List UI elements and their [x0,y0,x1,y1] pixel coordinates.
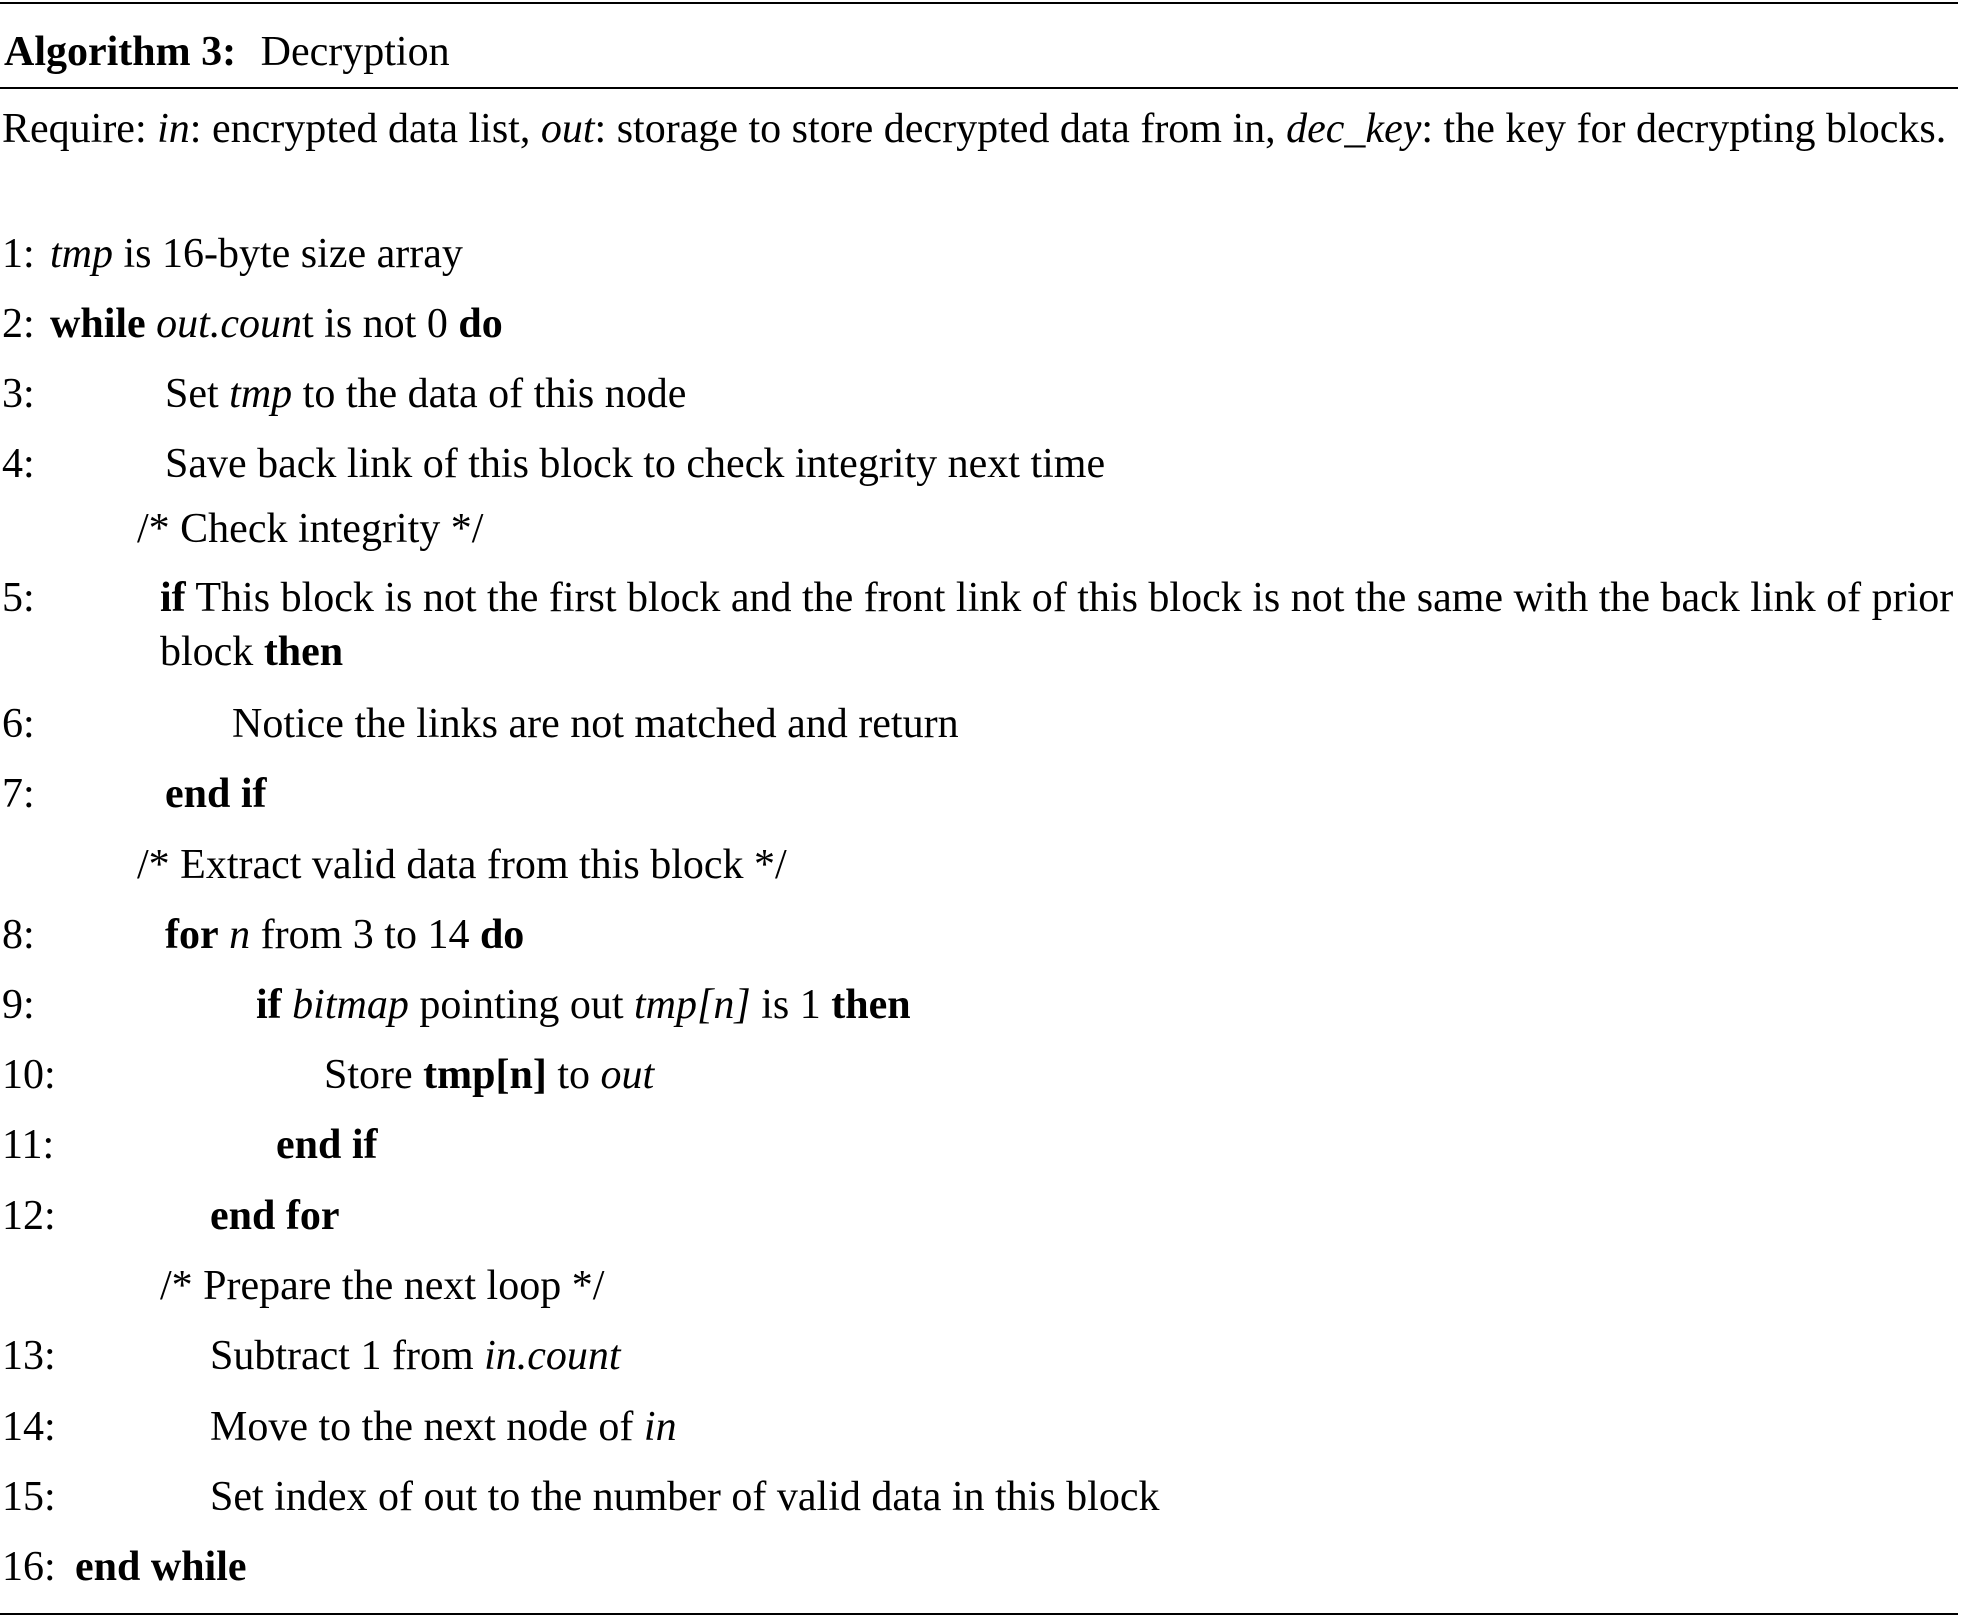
bottom-rule [0,1613,1958,1615]
keyword-then: then [263,629,344,675]
line-number: 10: [2,1052,56,1098]
var-in-count: in.count [484,1333,621,1379]
var-bitmap: bitmap [292,982,409,1028]
line-code: Notice the links are not matched and return [232,701,959,747]
line-text: t is not 0 [301,301,459,347]
require-prefix: Require: [2,106,158,152]
keyword-while: while [50,301,146,347]
line-number: 13: [2,1333,56,1379]
line-number: 7: [2,771,35,817]
line-number: 14: [2,1404,56,1450]
var-tmp: tmp [50,231,113,277]
keyword-end-for: end for [210,1193,340,1239]
var-in: in [643,1404,677,1450]
line-code: Set index of out to the number of valid data in this block [210,1474,1160,1520]
top-rule [0,2,1958,4]
keyword-then: then [831,982,911,1028]
require-line [2,102,1958,156]
line-number: 5: [2,575,35,621]
line-number: 6: [2,701,35,747]
require-out-desc: : storage to store decrypted data from in, [594,106,1287,152]
header-rule [0,87,1958,89]
line-code [210,1400,1958,1454]
keyword-if: if [160,575,186,621]
comment-text: /* Prepare the next loop */ [160,1263,605,1309]
line-number: 4: [2,441,35,487]
line-text: to the data of this node [292,371,687,417]
keyword-for: for [165,912,219,958]
line-text: pointing out [408,982,635,1028]
line-text: Store [324,1052,424,1098]
algorithm-name: Decryption [260,29,450,75]
keyword-do: do [479,912,525,958]
line-code [210,1329,1958,1383]
line-text: from 3 to 14 [250,912,480,958]
keyword-end-while: end while [75,1544,247,1590]
line-text: is 1 [750,982,832,1028]
require-in-var: in [157,106,190,152]
keyword-end-if: end if [165,771,267,817]
line-number: 3: [2,371,35,417]
line-number: 11: [2,1122,55,1168]
line-text: to [546,1052,601,1098]
keyword-if: if [256,982,282,1028]
line-text: Set [165,371,230,417]
var-n: n [229,912,251,958]
line-code [50,297,1958,351]
line-number: 9: [2,982,35,1028]
var-out: out [600,1052,655,1098]
require-out-var: out [540,106,595,152]
line-code [50,227,1958,281]
line-number: 2: [2,301,35,347]
line-text: This block is not the first block and the front link of this block is not the same with the back link of prior block [160,575,1954,675]
line-code: Save back link of this block to check integrity next time [165,441,1106,487]
line-number: 1: [2,231,35,277]
var-tmp-n: tmp[n] [634,982,751,1028]
line-number: 16: [2,1544,56,1590]
keyword-do: do [458,301,503,347]
comment-text: /* Check integrity */ [137,506,484,552]
line-number: 8: [2,912,35,958]
line-code [256,978,1958,1032]
line-code [165,367,1958,421]
line-number: 15: [2,1474,56,1520]
require-key-var: dec_key [1286,106,1422,152]
line-number: 12: [2,1193,56,1239]
algorithm-label: Algorithm 3: [4,29,237,75]
require-key-desc: : the key for decrypting blocks. [1421,106,1947,152]
line-code [160,571,1958,679]
algorithm-line-5 [0,571,1958,681]
line-text: is 16-byte size array [113,231,463,277]
bold-tmp-n: tmp[n] [423,1052,547,1098]
line-text: Subtract 1 from [210,1333,485,1379]
keyword-end-if: end if [276,1122,378,1168]
var-tmp: tmp [229,371,293,417]
require-in-desc: : encrypted data list, [189,106,541,152]
var-out-count: out.coun [156,301,302,347]
line-text: Move to the next node of [210,1404,644,1450]
line-code [165,908,1958,962]
comment-text: /* Extract valid data from this block */ [137,842,787,888]
line-code [324,1048,1958,1102]
algorithm-title [4,25,450,79]
